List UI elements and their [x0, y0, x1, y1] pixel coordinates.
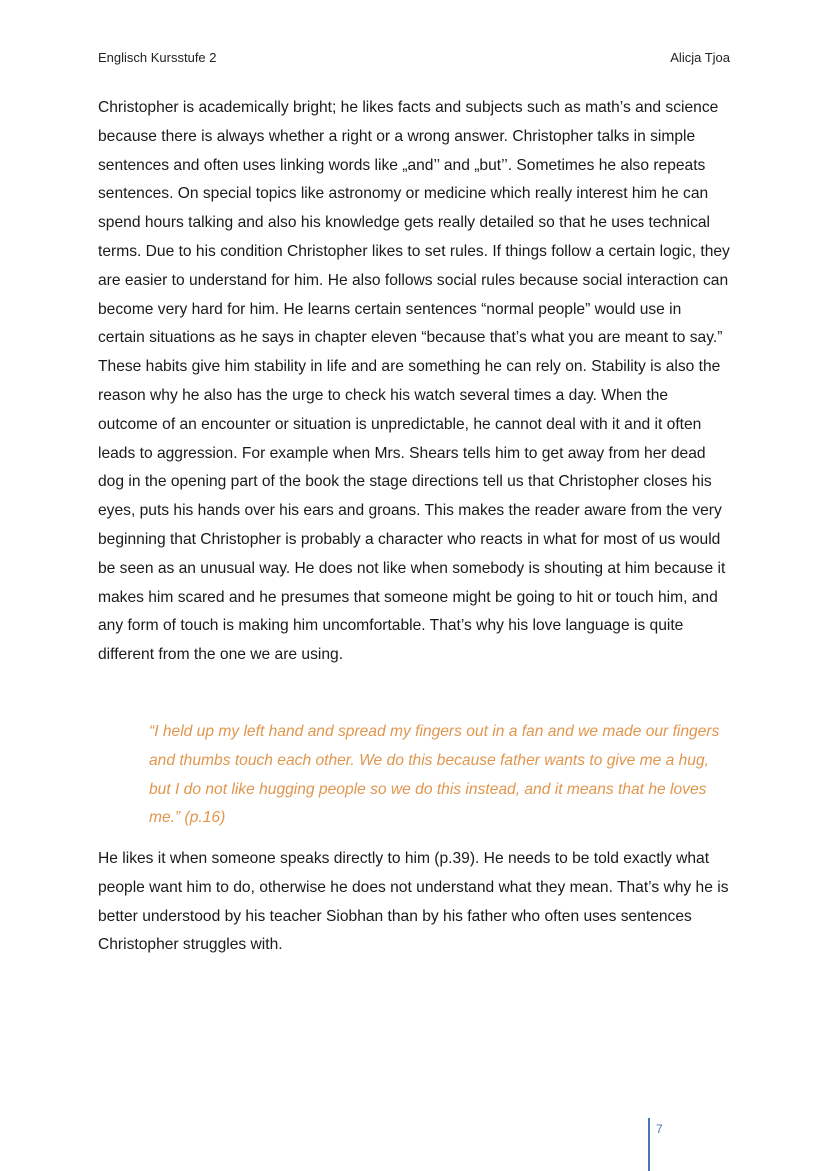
body-paragraph-2: He likes it when someone speaks directly to him (p.39). He needs to be told exactly what people want him to do, otherwise he does not understand what they mean. That’s why he is better understood by his teacher Siobhan than by his father who often uses sentences Christopher struggles with.	[98, 850, 729, 954]
body-paragraph-1: Christopher is academically bright; he likes facts and subjects such as math’s and science because there is always whether a right or a wrong answer. Christopher talks in simple sentences and often uses linking words like „and’’ and „but’’. Sometimes he also repeats sentences. On special topics like astronomy or medicine which really interest him he can spend hours talking and also his knowledge gets really detailed so that he uses technical terms. Due to his condition Christopher likes to set rules. If things follow a certain logic, they are easier to understand for him. He also follows social rules because social interaction can become very hard for him. He learns certain sentences “normal people” would use in certain situations as he says in chapter eleven “because that’s what you are meant to say.” These habits give him stability in life and are something he can rely on. Stability is also the reason why he also has the urge to check his watch several times a day. When the outcome of an encounter or situation is unpredictable, he cannot deal with it and it often leads to aggression. For example when Mrs. Shears tells him to get away from her dead dog in the opening part of the book the stage directions tell us that Christopher closes his eyes, puts his hands over his ears and groans. This makes the reader aware from the very beginning that Christopher is probably a character who reacts in what for most of us would be seen as an unusual way. He does not like when somebody is shouting at him because it makes him scared and he presumes that someone might be going to hit or touch him, and any form of touch is making him uncomfortable. That’s why his love language is quite different from the one we are using.	[98, 99, 730, 664]
page-number-rule	[648, 1118, 650, 1171]
header-author-name: Alicja Tjoa	[670, 50, 730, 65]
page-number: 7	[656, 1122, 663, 1136]
block-quote: “I held up my left hand and spread my fingers out in a fan and we made our fingers and thumbs touch each other. We do this because father wants to give me a hug, but I do not like hugging people so we do this instead, and it means that he loves me.” (p.16)	[149, 723, 720, 827]
header-course-title: Englisch Kursstufe 2	[98, 50, 217, 65]
